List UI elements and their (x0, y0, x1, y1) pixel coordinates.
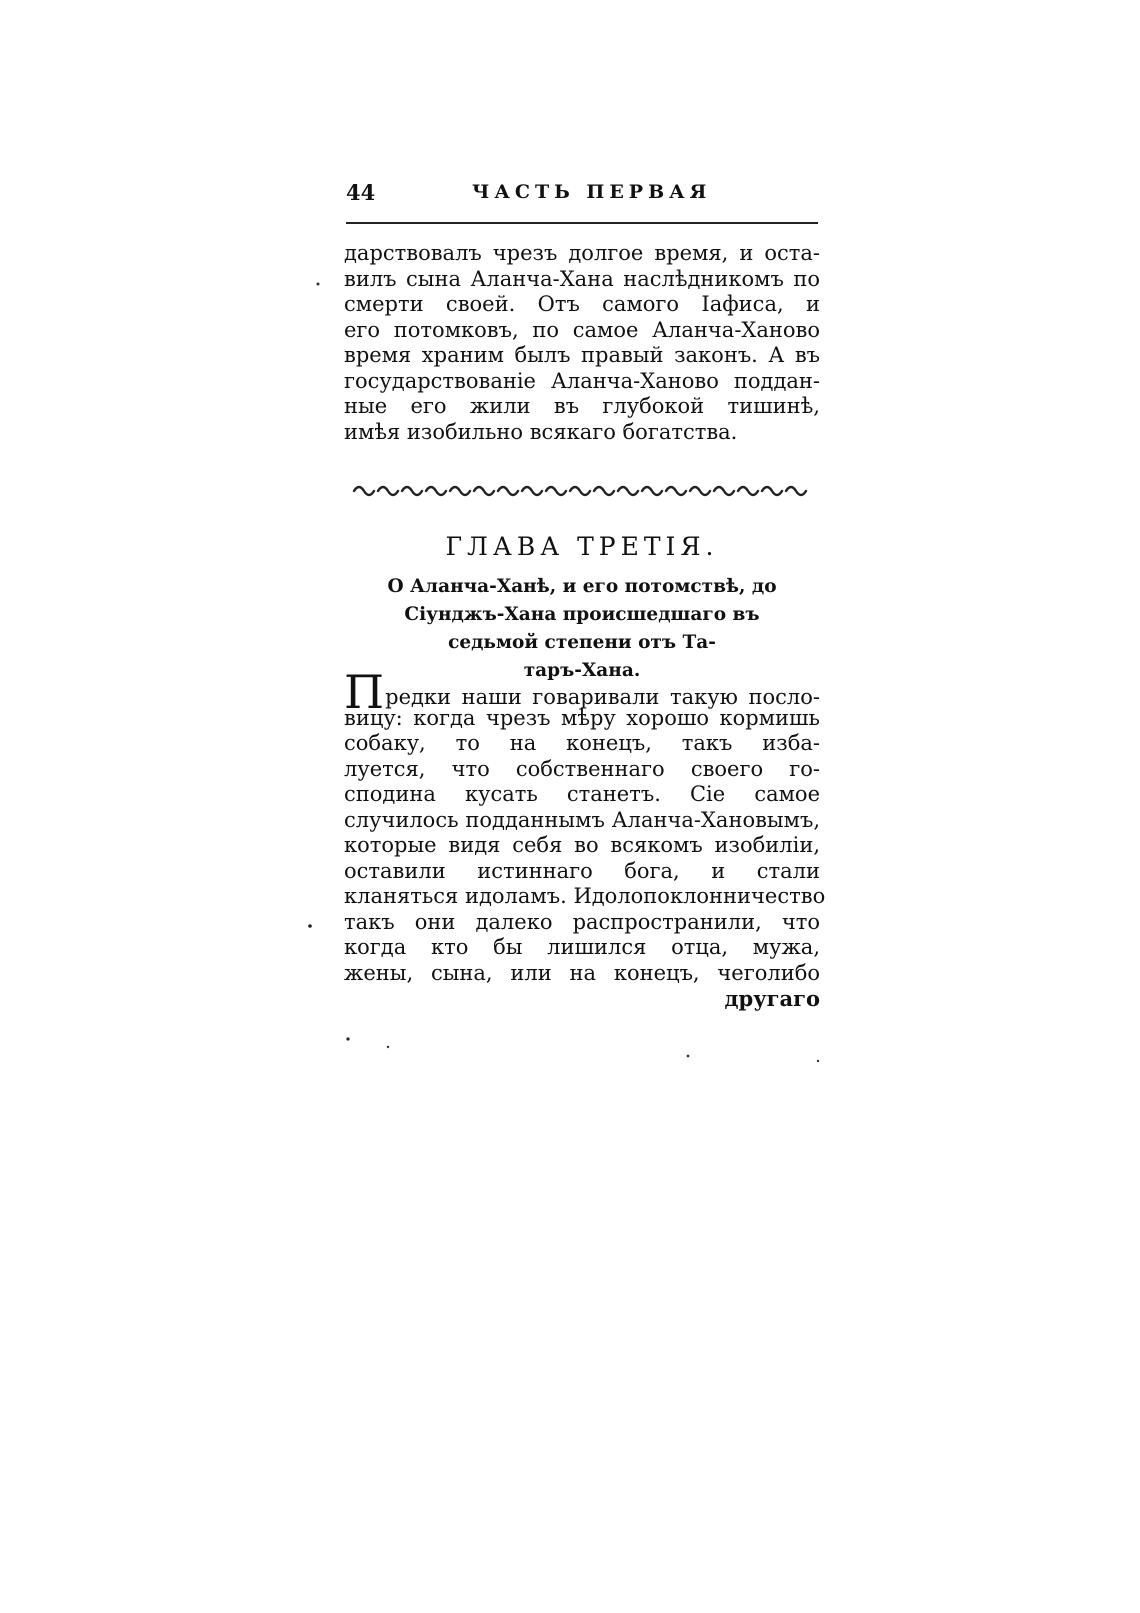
text-line: оставили истиннаго бога, и стали (344, 858, 820, 883)
header-rule (346, 222, 818, 224)
summary-line: Сіунджъ-Хана происшедшаго въ (404, 604, 760, 625)
summary-line: О Аланча-Ханѣ, и его потомствѣ, до (387, 576, 777, 597)
ornament-divider (352, 482, 812, 500)
chapter-summary (356, 573, 808, 685)
summary-line: таръ-Хана. (523, 660, 641, 681)
text-line: вилъ сына Аланча-Хана наслѣдникомъ по (344, 266, 820, 291)
text-line: вицу: когда чрезъ мѣру хорошо кормишь (344, 705, 820, 730)
first-line-text: редки наши говаривали такую посло- (385, 685, 820, 709)
text-line: смерти своей. Отъ самого Іафиса, и (344, 292, 820, 316)
running-head: ЧАСТЬ ПЕРВАЯ (472, 181, 712, 203)
text-line: дарствовалъ чрезъ долгое время, и оста- (344, 241, 820, 265)
summary-line: седьмой степени отъ Та- (448, 632, 716, 653)
text-line: кланяться идоламъ. Идолопоклонничество (344, 884, 826, 908)
chapter-title: ГЛАВА ТРЕТІЯ. (445, 532, 719, 561)
text-line: государствованіе Аланча-Ханово поддан- (344, 368, 820, 393)
top-paragraph (344, 241, 820, 445)
page-header (346, 180, 818, 210)
text-line: луется, что собственнаго своего го- (344, 756, 820, 781)
text-line: которые видя себя во всякомъ изобиліи, (344, 833, 820, 857)
drop-cap: П (344, 665, 385, 719)
text-line: такъ они далеко распространили, что (344, 909, 820, 934)
catchword: другаго (724, 986, 820, 1011)
text-line: случилось подданнымъ Аланча-Хановымъ, (344, 807, 820, 832)
text-line: собаку, то на конецъ, такъ изба- (344, 731, 820, 755)
text-line: сподина кусать станетъ. Сіе самое (344, 782, 820, 806)
text-line: жены, сына, или на конецъ, чеголибо (344, 960, 820, 985)
text-line: когда кто бы лишился отца, мужа, (344, 935, 820, 959)
text-line: имѣя изобильно всякаго богатства. (344, 419, 738, 444)
page-number: 44 (346, 180, 376, 205)
text-line: ные его жили въ глубокой тишинѣ, (344, 394, 820, 418)
text-line: время храним былъ правый законъ. А въ (344, 343, 820, 367)
text-line: его потомковъ, по самое Аланча-Ханово (344, 317, 820, 342)
